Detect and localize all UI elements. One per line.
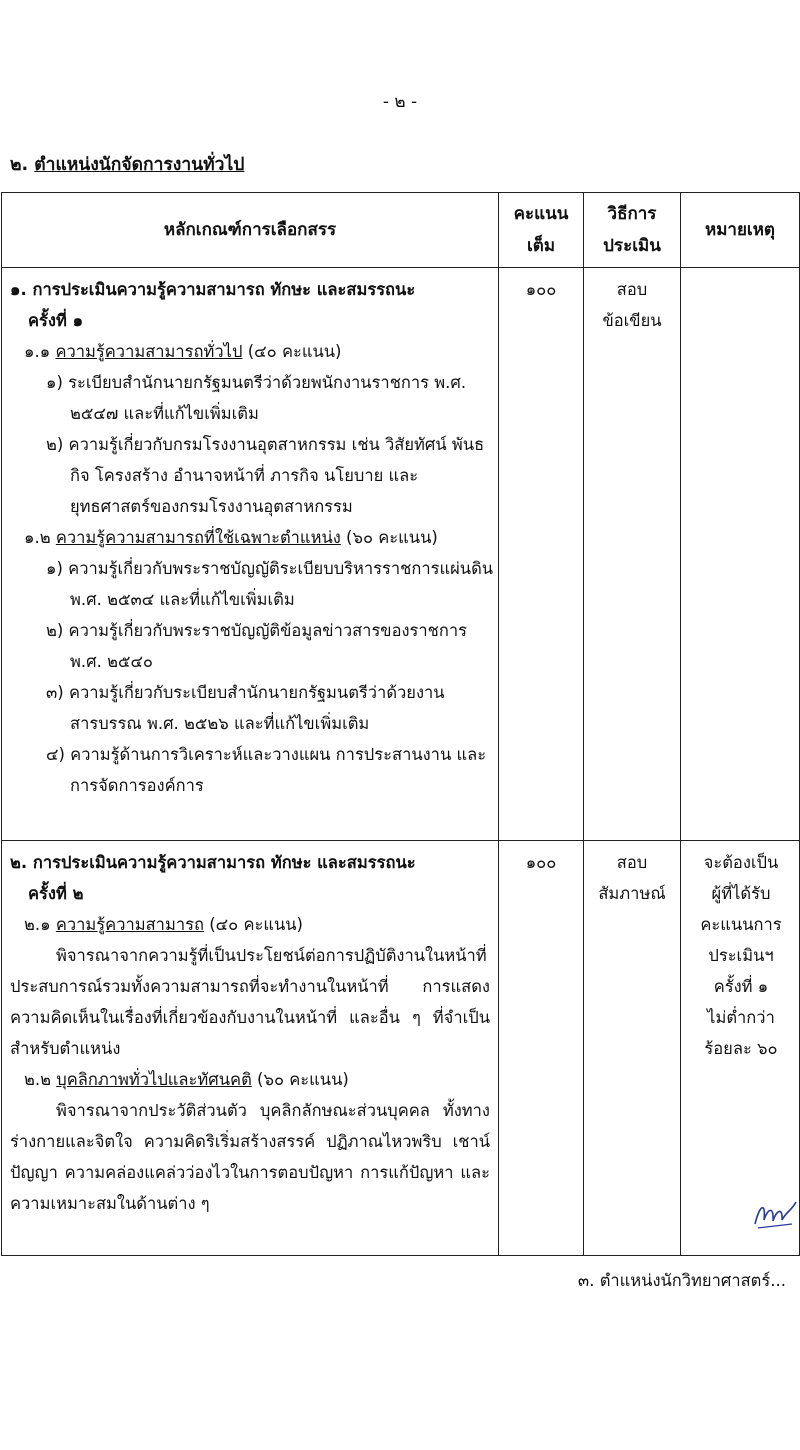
- method-cell: [584, 268, 681, 841]
- header-criteria: หลักเกณฑ์การเลือกสรร: [2, 193, 499, 268]
- criteria-cell: [2, 268, 499, 841]
- criteria-table: [1, 192, 800, 1256]
- sub-criterion-points: (๖๐ คะแนน): [346, 528, 438, 547]
- sub-criterion-number: ๒.๒: [24, 1070, 51, 1089]
- row-title-line2: ครั้งที่ ๑: [28, 311, 84, 330]
- sub-criterion-points: (๔๐ คะแนน): [247, 342, 342, 361]
- list-item: ๑) ระเบียบสำนักนายกรัฐมนตรีว่าด้วยพนักงานราชการ พ.ศ. ๒๕๔๗ และที่แก้ไขเพิ่มเติม: [46, 373, 467, 423]
- next-page-cue: ๓. ตำแหน่งนักวิทยาศาสตร์...: [577, 1271, 786, 1290]
- score-cell: ๑๐๐: [499, 268, 584, 841]
- sub-criterion-title: บุคลิกภาพทั่วไปและทัศนคติ: [56, 1070, 252, 1089]
- list-item: ๒) ความรู้เกี่ยวกับกรมโรงงานอุตสาหกรรม เช่น วิสัยทัศน์ พันธกิจ โครงสร้าง อำนาจหน้าที่ ภารกิจ นโยบาย และยุทธศาสตร์ของกรมโรงงานอุตสาหกรรม: [46, 435, 485, 516]
- method-cell: [584, 841, 681, 1256]
- sub-criterion-title: ความรู้ความสามารถ: [55, 915, 204, 934]
- table-row: [2, 841, 800, 1256]
- sub-criterion-heading: [10, 909, 494, 940]
- section-heading: [10, 150, 244, 178]
- list-item: ๑) ความรู้เกี่ยวกับพระราชบัญญัติระเบียบบริหารราชการแผ่นดิน พ.ศ. ๒๕๓๔ และที่แก้ไขเพิ่มเติม: [46, 559, 494, 609]
- sub-criterion-number: ๑.๑: [24, 342, 51, 361]
- signature-mark: [752, 1194, 798, 1234]
- row-title-line1: ๒. การประเมินความรู้ความสามารถ ทักษะ และสมรรถนะ: [10, 853, 416, 872]
- paragraph: พิจารณาจากประวัติส่วนตัว บุคลิกลักษณะส่วนบุคคล ทั้งทางร่างกายและจิตใจ ความคิดริเริ่มสร้างสรรค์ ปฏิภาณไหวพริบ เชาน์ปัญญา ความคล่องแคล่วว่องไวในการตอบปัญหา การแก้ปัญหา และความเหมาะสมในด้านต่าง ๆ: [10, 1101, 490, 1213]
- table-row: [2, 268, 800, 841]
- method-line1: สอบ: [616, 280, 648, 299]
- method-line1: สอบ: [616, 853, 648, 872]
- sub-criterion-points: (๔๐ คะแนน): [209, 915, 303, 934]
- sub-criterion-number: ๒.๑: [24, 915, 51, 934]
- remark-line: ประเมินฯ: [708, 946, 774, 965]
- method-line2: ข้อเขียน: [602, 311, 662, 330]
- header-score: [499, 193, 584, 268]
- sub-criterion-title: ความรู้ความสามารถที่ใช้เฉพาะตำแหน่ง: [55, 528, 341, 547]
- list-item: ๓) ความรู้เกี่ยวกับระเบียบสำนักนายกรัฐมนตรีว่าด้วยงานสารบรรณ พ.ศ. ๒๕๒๖ และที่แก้ไขเพิ่มเติม: [46, 683, 445, 733]
- sub-criterion-number: ๑.๒: [24, 528, 51, 547]
- section-number: ๒.: [10, 155, 29, 175]
- remark-line: ร้อยละ ๖๐: [704, 1039, 778, 1058]
- row-title-line2: ครั้งที่ ๒: [28, 884, 84, 903]
- sub-criterion-points: (๖๐ คะแนน): [257, 1070, 349, 1089]
- row-title: [10, 274, 494, 336]
- remark-line: ผู้ที่ได้รับ: [711, 884, 771, 903]
- table-header-row: [2, 193, 800, 268]
- header-score-line2: เต็ม: [526, 236, 556, 256]
- header-method-line2: ประเมิน: [603, 236, 661, 256]
- sub-criterion-heading: [10, 336, 494, 367]
- remark-line: ไม่ต่ำกว่า: [707, 1008, 775, 1027]
- header-method-line1: วิธีการ: [607, 204, 657, 224]
- section-title: ตำแหน่งนักจัดการงานทั่วไป: [34, 155, 245, 175]
- sub-criterion-title: ความรู้ความสามารถทั่วไป: [55, 342, 243, 361]
- sub-criterion-heading: [10, 1064, 494, 1095]
- header-score-line1: คะแนน: [513, 204, 569, 224]
- remark-line: คะแนนการ: [700, 915, 782, 934]
- remark-line: จะต้องเป็น: [703, 853, 779, 872]
- method-line2: สัมภาษณ์: [598, 884, 666, 903]
- header-remark: หมายเหตุ: [681, 193, 800, 268]
- remark-line: ครั้งที่ ๑: [713, 977, 769, 996]
- list-item: ๒) ความรู้เกี่ยวกับพระราชบัญญัติข้อมูลข่าวสารของราชการ พ.ศ. ๒๕๔๐: [46, 621, 467, 671]
- score-cell: ๑๐๐: [499, 841, 584, 1256]
- row-title: [10, 847, 494, 909]
- row-title-line1: ๑. การประเมินความรู้ความสามารถ ทักษะ และสมรรถนะ: [10, 280, 416, 299]
- remark-cell: [681, 268, 800, 841]
- paragraph: พิจารณาจากความรู้ที่เป็นประโยชน์ต่อการปฏิบัติงานในหน้าที่ ประสบการณ์รวมทั้งความสามารถที่จะทำงานในหน้าที่ การแสดงความคิดเห็นในเรื่องที่เกี่ยวข้องกับงานในหน้าที่ และอื่น ๆ ที่จำเป็นสำหรับตำแหน่ง: [10, 946, 490, 1058]
- header-method: [584, 193, 681, 268]
- criteria-cell: [2, 841, 499, 1256]
- list-item: ๔) ความรู้ด้านการวิเคราะห์และวางแผน การประสานงาน และการจัดการองค์การ: [46, 745, 487, 795]
- page-number: - ๒ -: [382, 92, 418, 112]
- sub-criterion-heading: [10, 522, 494, 553]
